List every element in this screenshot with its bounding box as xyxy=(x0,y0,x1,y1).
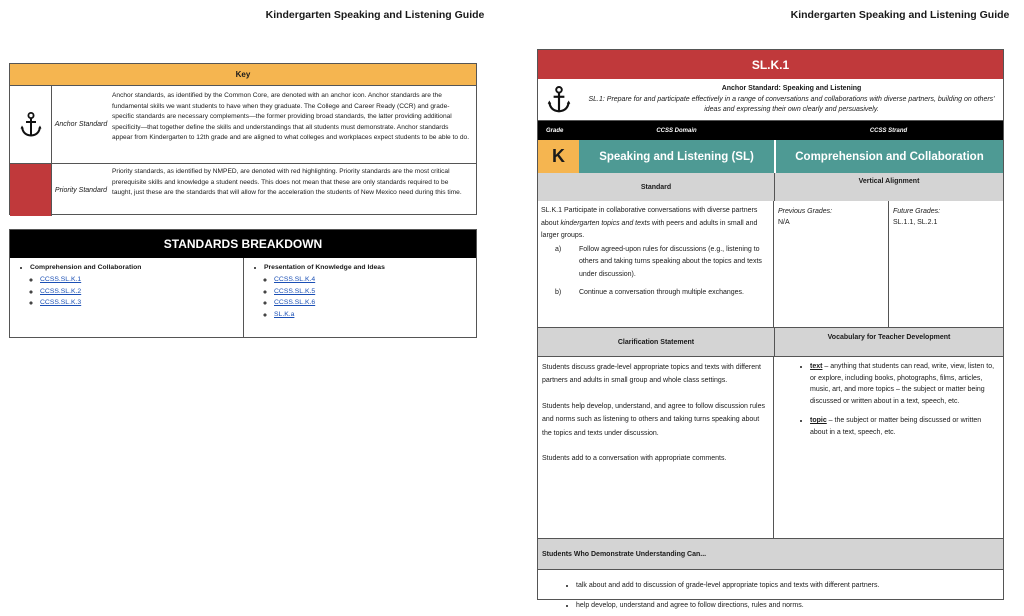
clarification-p3: Students add to a conversation with appropriate comments. xyxy=(542,455,727,463)
standard-text-em: kindergarten topics and texts xyxy=(560,219,650,227)
anchor-description: Anchor standards, as identified by the Common Core, are denoted with an anchor icon. Anchor standards are the fundamental skills we want students to have when they graduate. The College and Career Ready (CCR) and grade-specific standards are necessary complements—the former providing broad standards, the latter providing additional specificity—that together define the skills and understandings that all students must demonstrate. Anchor standards appear from Kindergarten to 12th grade and are aligned to what colleges and workplaces expect students to be able to do. xyxy=(112,92,470,142)
demonstrate-item: • help develop, understand and agree to follow directions, rules and norms. xyxy=(576,596,997,616)
standard-link[interactable]: CCSS.SL.K.6 xyxy=(274,299,316,307)
breakdown-heading: • Comprehension and Collaboration xyxy=(30,262,237,274)
standard-text xyxy=(538,201,774,327)
standard-sub-b: Continue a conversation through multiple exchanges. xyxy=(579,289,744,296)
standard-code: SL.K.1 xyxy=(538,50,1003,79)
priority-label: Priority Standard xyxy=(54,186,108,194)
breakdown-heading: • Presentation of Knowledge and Ideas xyxy=(264,262,470,274)
priority-swatch xyxy=(10,164,52,216)
standard-link[interactable]: CCSS.SL.K.4 xyxy=(274,275,316,283)
anchor-icon xyxy=(538,79,580,120)
vocab-definition: – the subject or matter being discussed or written about in a text, speech, etc. xyxy=(810,417,982,436)
clarification-p2: Students help develop, understand, and agree to follow discussion rules and norms such as listening to others and taking turns speaking about the topics and texts under discussion. xyxy=(542,402,765,437)
domain-value: Speaking and Listening (SL) xyxy=(579,140,776,173)
standard-text-a: SL.K.1 Participate in collaborative conversations with diverse partners about xyxy=(541,207,758,227)
future-grades-label: Future Grades: xyxy=(893,208,941,215)
vocab-definition: – anything that students can read, write, view, listen to, or explore, including books, photographs, films, articles, music, art, and more topics – the subject or matter being discussed or written about in a text, speech, etc. xyxy=(810,363,995,405)
clarification-p1: Students discuss grade-level appropriate topics and texts with different partners and adults in small group and whole class settings. xyxy=(542,364,761,385)
sub-marker: b) xyxy=(555,289,562,296)
standard-link[interactable]: CCSS.SL.K.2 xyxy=(40,287,82,295)
standard-link[interactable]: CCSS.SL.K.3 xyxy=(40,299,82,307)
sub-marker: a) xyxy=(555,245,562,253)
key-title: Key xyxy=(10,64,476,86)
grade-value: K xyxy=(538,140,579,173)
standard-sheet xyxy=(537,49,1004,609)
vocab-term: text xyxy=(810,363,823,370)
key-row-priority xyxy=(10,164,476,216)
strand-label: CCSS Strand xyxy=(869,127,908,134)
strand-value: Comprehension and Collaboration xyxy=(776,140,1003,173)
standard-header: Standard xyxy=(538,173,775,201)
anchor-standard-title: Anchor Standard: Speaking and Listening xyxy=(721,85,862,92)
standard-text-b: with peers and adults in small and larger groups. xyxy=(541,219,758,239)
vocabulary-header: Vocabulary for Teacher Development xyxy=(775,328,1003,356)
clarification-header: Clarification Statement xyxy=(538,328,775,356)
left-page-header: Kindergarten Speaking and Listening Guide xyxy=(265,9,485,21)
right-page-header: Kindergarten Speaking and Listening Guide xyxy=(790,9,1010,21)
vertical-alignment-header: Vertical Alignment xyxy=(775,173,1003,201)
domain-label: CCSS Domain xyxy=(656,127,697,134)
future-grades-value: SL.1.1, SL.2.1 xyxy=(893,219,938,226)
vocab-item xyxy=(810,361,997,407)
anchor-standard-text: SL.1: Prepare for and participate effectively in a range of conversations and collaborations with diverse partners, building on others' ideas and expressing their own clearly and persuasively. xyxy=(588,95,995,113)
demonstrate-header: Students Who Demonstrate Understanding Can... xyxy=(538,539,1003,570)
standard-link[interactable]: SL.K.a xyxy=(274,311,295,319)
standard-link[interactable]: CCSS.SL.K.1 xyxy=(40,275,82,283)
key-row-anchor xyxy=(10,86,476,164)
anchor-icon xyxy=(10,86,52,163)
priority-description: Priority standards, as identified by NMPED, are denoted with red highlighting. Priority standards are the most critical prerequisite skills and knowledge a student needs. This does not mean that these are only standards required to be taught, just these are the standards that will allow for the acceleration the students of New Mexico need during this time. xyxy=(112,168,462,197)
vocab-term: topic xyxy=(810,417,827,424)
demonstrate-item: • talk about and add to discussion of grade-level appropriate topics and texts with different partners. xyxy=(576,576,997,596)
grade-label: Grade xyxy=(546,127,564,134)
vocab-item xyxy=(810,415,997,438)
breakdown-col-presentation xyxy=(243,258,476,337)
previous-grades-value: N/A xyxy=(778,219,790,226)
anchor-label: Anchor Standard xyxy=(54,121,108,128)
key-table xyxy=(9,63,477,215)
previous-grades-label: Previous Grades: xyxy=(778,208,833,215)
standards-breakdown xyxy=(9,229,477,338)
breakdown-col-comprehension xyxy=(10,258,243,337)
standard-link[interactable]: CCSS.SL.K.5 xyxy=(274,287,316,295)
breakdown-title: STANDARDS BREAKDOWN xyxy=(10,230,476,258)
standard-sub-a: Follow agreed-upon rules for discussions (e.g., listening to others and taking turns speaking about the topics and texts under discussion). xyxy=(579,245,762,278)
